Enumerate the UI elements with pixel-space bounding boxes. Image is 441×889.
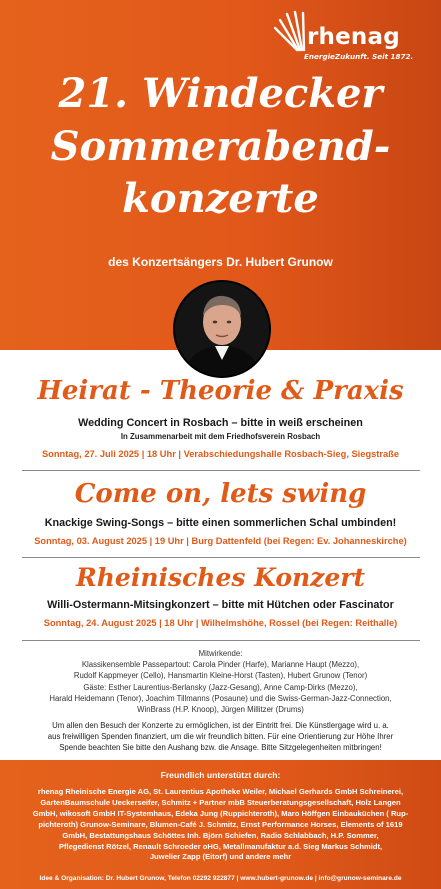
- sponsor-line: GmbH, wikosoft GmbH IT-Systemhaus, Edeka Jung (Ruppichteroth), Maro Höffgen Einbauküchen ( Rup-: [32, 808, 409, 818]
- event-1-title: Heirat - Theorie & Praxis: [37, 376, 404, 406]
- title-line-2: Sommerabend-: [50, 123, 391, 170]
- sponsor-line: Pflegedienst Rötzel, Renault Schroeder oHG, Metallmanufaktur a.d. Sieg Markus Schmidt,: [58, 841, 383, 851]
- sunburst-icon: [269, 10, 309, 52]
- sponsor-line: Juwelier Zapp (Eitorf) und andere mehr: [149, 852, 292, 862]
- event-3-description: Willi-Ostermann-Mitsingkonzert – bitte mit Hütchen oder Fascinator: [47, 599, 394, 611]
- event-3-title: Rheinisches Konzert: [75, 563, 366, 592]
- event-2-title: Come on, lets swing: [74, 479, 367, 509]
- event-2-date: Sonntag, 03. August 2025 | 19 Uhr | Burg Dattenfeld (bei Regen: Ev. Johanneskirche): [34, 536, 407, 546]
- admission-notice: [0, 720, 441, 753]
- sponsor-heading: Freundlich unterstützt durch:: [160, 770, 281, 780]
- divider: [22, 640, 420, 641]
- divider: [22, 557, 420, 558]
- logo-tagline: EnergieZukunft. Seit 1872.: [304, 52, 414, 61]
- cast-line: Harald Heidemann (Tenor), Joachim Tillmanns (Posaune) und die Swiss-German-Jazz-Connection,: [49, 693, 392, 703]
- sponsor-line: GartenBaumschule Ueckerseifer, Schmitz + Partner mbB Steuerberatungsgesellschaft, Holz Langen: [40, 797, 401, 807]
- divider: [22, 470, 420, 471]
- event-3-date: Sonntag, 24. August 2025 | 18 Uhr | Wilhelmshöhe, Rossel (bei Regen: Reithalle): [43, 618, 398, 628]
- event-1-date: Sonntag, 27. Juli 2025 | 18 Uhr | Verabschiedungshalle Rosbach-Sieg, Siegstraße: [41, 449, 400, 459]
- sponsor-footer: [0, 760, 441, 889]
- cast-line: Klassikensemble Passepartout: Carola Pinder (Harfe), Marianne Haupt (Mezzo),: [81, 660, 360, 670]
- notice-line: aus freiwilligen Spenden finanziert, um die wir freundlich bitten. Für eine Orientierung zur Höhe Ihrer: [47, 732, 394, 741]
- event-1-description: Wedding Concert in Rosbach – bitte in weiß erscheinen: [78, 417, 363, 429]
- portrait-photo: [173, 280, 271, 378]
- contact-line: Idee & Organisation: Dr. Hubert Grunow, Telefon 02292 922877 | www.hubert-grunow.de | info@grunow-seminare.de: [39, 875, 402, 882]
- cast-list: [0, 648, 441, 715]
- title-line-1: 21. Windecker: [58, 70, 383, 117]
- title-line-3: konzerte: [122, 175, 319, 222]
- sponsor-list: [6, 787, 435, 863]
- event-2-description: Knackige Swing-Songs – bitte einen sommerlichen Schal umbinden!: [44, 517, 397, 529]
- rhenag-logo: [269, 10, 429, 62]
- cast-line: WinBrass (H.P. Knoop), Jürgen Millitzer (Drums): [137, 705, 304, 715]
- cast-heading: Mitwirkende:: [198, 649, 243, 658]
- sponsor-line: pichteroth) Grunow-Seminare, Blumen-Café J. Schmitz, Ernst Performance Horses, Elements of 1619: [38, 819, 403, 829]
- notice-line: Spende beachten Sie bitte den Aushang bzw. die Ansage. Bitte Sitzgelegenheiten mitbringen!: [59, 743, 382, 752]
- cast-line: Rudolf Kappmeyer (Cello), Hansmartin Kleine-Horst (Tasten), Hubert Grunow (Tenor): [73, 671, 368, 681]
- sponsor-line: GmbH, Bestattungshaus Schöttes Inh. Björn Schiefen, Radio Schlabbach, H.P. Sommer,: [62, 830, 379, 840]
- portrait-illustration: [175, 282, 269, 376]
- subtitle: des Konzertsängers Dr. Hubert Grunow: [108, 255, 333, 269]
- sponsor-line: rhenag Rheinische Energie AG, St. Laurentius Apotheke Weiler, Michael Gerhards GmbH Schreinerei,: [37, 787, 404, 796]
- event-1-note: In Zusammenarbeit mit dem Friedhofsverein Rosbach: [120, 432, 321, 441]
- logo-wordmark: rhenag: [307, 24, 400, 50]
- notice-line: Um allen den Besuch der Konzerte zu ermöglichen, ist der Eintritt frei. Die Künstlergage wird u. a.: [52, 721, 389, 730]
- cast-line: Gäste: Esther Laurentius-Berlansky (Jazz-Gesang), Anne Camp-Dirks (Mezzo),: [83, 682, 358, 692]
